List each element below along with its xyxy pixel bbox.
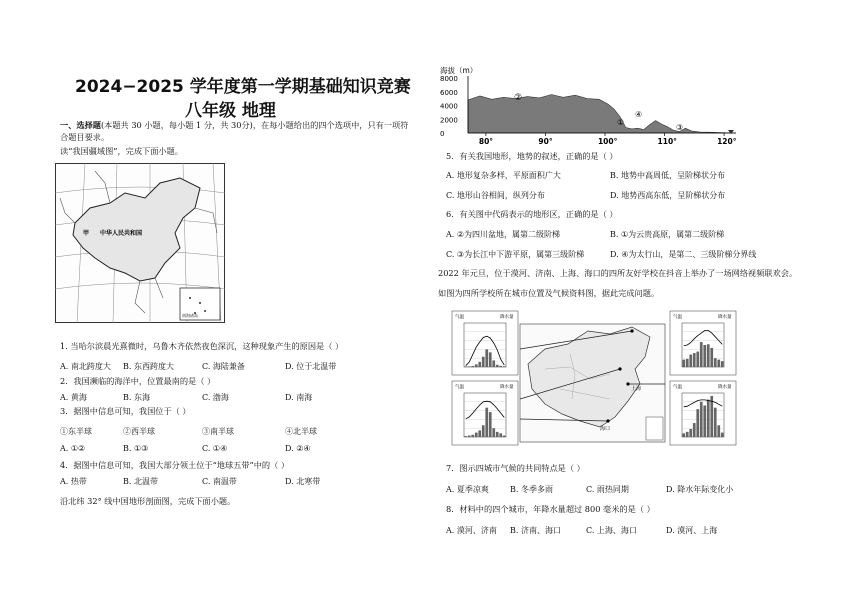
climate-figure <box>450 309 740 449</box>
profile-xtick-label: 80° <box>478 137 494 146</box>
climate-precip-bar <box>464 366 467 367</box>
q2-option-b[interactable]: B. 东海 <box>123 393 150 402</box>
map-label-south: 南海诸岛 <box>182 313 198 318</box>
climate-figure-svg <box>450 309 740 449</box>
climate-precip-bar <box>496 365 499 367</box>
profile-xtick-label: 110° <box>657 137 677 146</box>
profile-terrain-area <box>468 95 736 134</box>
q6-option-c[interactable]: C. ③为长江中下游平原，属第三级阶梯 <box>446 250 585 259</box>
profile-ytick-label: 4000 <box>440 102 458 111</box>
q8-option-b[interactable]: B. 济南、海口 <box>510 526 561 535</box>
china-territory-map <box>55 163 225 323</box>
climate-precip-bar <box>710 396 713 437</box>
city-dot-jinan <box>618 367 621 370</box>
profile-ytick-label: 8000 <box>440 75 458 83</box>
profile-svg <box>438 64 740 146</box>
q7-option-c[interactable]: C. 雨热同期 <box>586 485 629 494</box>
climate-precip-bar <box>503 436 506 437</box>
q7-option-a[interactable]: A. 夏季凉爽 <box>446 485 489 494</box>
q7-option-d[interactable]: D. 降水年际变化小 <box>666 485 734 494</box>
q8-option-a[interactable]: A. 漠河、济南 <box>446 526 497 535</box>
map-label-country: 中华人民共和国 <box>100 230 143 237</box>
climate-precip-bar <box>686 359 689 367</box>
q2-option-c[interactable]: C. 渤海 <box>202 393 229 402</box>
climate-precip-bar <box>475 433 478 437</box>
climate-axis-rain: 降水量 <box>500 315 514 320</box>
q8-option-c[interactable]: C. 上海、海口 <box>586 526 637 535</box>
climate-precip-bar <box>693 423 696 437</box>
profile-marker-4: ④ <box>635 110 643 119</box>
climate-chart-frame <box>452 311 518 375</box>
climate-precip-bar <box>689 355 692 367</box>
question-4: 4．据图中信息可知，我国大部分领土位于“地球五带”中的（ ） <box>60 460 290 470</box>
climate-chart-2 <box>670 381 736 445</box>
climate-precip-bar <box>478 430 481 437</box>
climate-precip-bar <box>696 352 699 367</box>
q1-option-c[interactable]: C. 海陆兼备 <box>202 362 245 371</box>
territory-map-graphic <box>55 163 225 323</box>
profile-xtick-label: 120° <box>717 137 737 146</box>
terrain-profile-chart <box>438 64 740 146</box>
q3-statement-2: ②西半球 <box>123 427 155 436</box>
climate-precip-bar <box>482 425 485 437</box>
profile-marker-3: ③ <box>676 123 684 132</box>
profile-xtick-label: 100° <box>597 137 618 146</box>
q3-option-b[interactable]: B. ①③ <box>123 444 149 453</box>
question-2: 2．我国濒临的海洋中，位置最南的是（ ） <box>60 376 216 386</box>
q6-option-a[interactable]: A. ②为四川盆地，属第二级阶梯 <box>446 230 561 239</box>
instructions-text: (本题共 30 小题，每小题 1 分，共 30分)，在每小题给出的四个选项中，只有一项符 <box>100 120 409 130</box>
climate-precip-bar <box>503 366 506 367</box>
climate-precip-bar <box>703 345 706 367</box>
q6-option-b[interactable]: B. ①为云贵高原，属第二级阶梯 <box>610 230 725 239</box>
profile-intro: 沿北纬 32° 线中国地形剖面图，完成下面小题。 <box>60 496 236 506</box>
q3-statement-3: ③南半球 <box>202 427 234 436</box>
climate-precip-bar <box>703 405 706 437</box>
profile-marker-1: ① <box>617 118 625 127</box>
climate-chart-frame <box>452 381 518 445</box>
question-5: 5．有关我国地形，地势的叙述，正确的是（ ） <box>446 151 618 161</box>
q2-option-d[interactable]: D. 南海 <box>285 393 313 402</box>
profile-ytick-label: 0 <box>440 130 445 138</box>
climate-chart-frame <box>670 381 736 445</box>
q5-option-d[interactable]: D. 地势西高东低，呈阶梯状分布 <box>610 191 726 200</box>
climate-precip-bar <box>693 353 696 367</box>
climate-axis-temp: 气温 <box>455 385 464 390</box>
climate-intro-2: 如图为四所学校所在城市位置及气候资料图，据此完成问题。 <box>438 288 660 298</box>
climate-precip-bar <box>475 364 478 367</box>
climate-chart-1 <box>452 381 518 445</box>
q8-option-d[interactable]: D. 漠河、上海 <box>666 526 718 535</box>
q5-option-a[interactable]: A. 地形复杂多样，平原面积广大 <box>446 171 561 180</box>
city-label-haikou: 海口 <box>600 426 611 432</box>
profile-xtick-label: 90° <box>538 137 553 146</box>
climate-precip-bar <box>471 366 474 367</box>
question-7: 7．图示四城市气候的共同特点是（ ） <box>446 463 585 473</box>
q4-option-b[interactable]: B. 北温带 <box>123 477 158 486</box>
q1-option-b[interactable]: B. 东西跨度大 <box>123 362 174 371</box>
climate-precip-bar <box>689 429 692 437</box>
climate-chart-frame <box>670 311 736 375</box>
climate-precip-bar <box>714 408 717 437</box>
climate-precip-bar <box>489 352 492 367</box>
climate-axis-rain: 降水量 <box>500 385 514 390</box>
climate-precip-bar <box>499 366 502 367</box>
city-label-shanghai: 上海 <box>631 386 642 392</box>
climate-precip-bar <box>682 433 685 437</box>
question-3: 3．据图中信息可知，我国位于（ ） <box>60 406 191 416</box>
question-8: 8．材料中的四个城市，年降水量超过 800 毫米的是（ ） <box>446 504 655 514</box>
q3-statement-4: ④北半球 <box>285 427 317 436</box>
q7-option-b[interactable]: B. 冬季多雨 <box>510 485 553 494</box>
climate-precip-bar <box>496 432 499 437</box>
q4-option-a[interactable]: A. 热带 <box>60 477 87 486</box>
climate-precip-bar <box>478 362 481 367</box>
city-dot-shanghai <box>626 382 629 385</box>
climate-precip-bar <box>492 428 495 437</box>
climate-precip-bar <box>499 433 502 437</box>
climate-precip-bar <box>714 358 717 367</box>
section-heading: 一、选择题 <box>60 120 101 130</box>
climate-precip-bar <box>468 366 471 367</box>
climate-precip-bar <box>707 344 710 367</box>
climate-axis-temp: 气温 <box>673 315 682 320</box>
city-dot-mohe <box>630 329 633 332</box>
climate-precip-bar <box>485 349 488 367</box>
q2-option-a[interactable]: A. 黄海 <box>60 393 87 402</box>
climate-precip-bar <box>682 360 685 367</box>
climate-axis-rain: 降水量 <box>718 385 732 390</box>
climate-precip-bar <box>721 361 724 367</box>
q3-option-c[interactable]: C. ①④ <box>202 444 228 453</box>
climate-precip-bar <box>482 357 485 367</box>
climate-axis-temp: 气温 <box>673 385 682 390</box>
climate-chart-0 <box>452 311 518 375</box>
climate-axis-rain: 降水量 <box>718 315 732 320</box>
climate-precip-bar <box>471 435 474 437</box>
question-1: 1. 当哈尔滨晨光熹微时，乌鲁木齐依然夜色深沉，这种现象产生的原因是（ ） <box>60 341 344 351</box>
climate-precip-bar <box>464 436 467 437</box>
question-6: 6．有关图中代码表示的地形区，正确的是（ ） <box>446 209 618 219</box>
section-instructions <box>60 119 408 131</box>
q3-option-d[interactable]: D. ②④ <box>285 444 311 453</box>
profile-ytick-label: 6000 <box>440 88 458 97</box>
profile-marker-2: ② <box>514 93 523 103</box>
climate-precip-bar <box>686 432 689 437</box>
climate-chart-3 <box>670 311 736 375</box>
q5-option-c[interactable]: C. 地形山谷相间，纵列分布 <box>446 191 545 200</box>
paper-title: 2024−2025 学年度第一学期基础知识竞赛 <box>75 77 411 97</box>
climate-precip-bar <box>696 409 699 437</box>
paper-subtitle: 八年级 地理 <box>185 101 276 121</box>
instructions-text-2: 合题目要求。 <box>60 132 110 142</box>
profile-ytick-label: 2000 <box>440 116 458 125</box>
map-label-a: 甲 <box>83 230 90 237</box>
q3-statement-1: ①东半球 <box>60 427 92 436</box>
climate-precip-bar <box>710 348 713 367</box>
q1-option-d[interactable]: D. 位于北温带 <box>285 362 337 371</box>
climate-precip-bar <box>700 402 703 437</box>
climate-axis-temp: 气温 <box>455 315 464 320</box>
city-dot-haikou <box>606 419 609 422</box>
climate-precip-bar <box>721 433 724 437</box>
climate-intro-1: 2022 年元旦，位于漠河、济南、上海、海口的四所友好学校在抖音上举办了一场网络视频联欢会。 <box>438 268 798 278</box>
climate-precip-bar <box>489 412 492 437</box>
q3-option-a[interactable]: A. ①② <box>60 444 86 453</box>
profile-ylabel: 海拔（m） <box>440 66 478 75</box>
map-intro: 读“我国疆域图”，完成下面小题。 <box>60 146 183 156</box>
q1-option-a[interactable]: A. 南北跨度大 <box>60 362 111 371</box>
climate-inset <box>646 417 663 440</box>
climate-precip-bar <box>468 436 471 437</box>
climate-precip-bar <box>485 408 488 437</box>
climate-precip-bar <box>707 400 710 437</box>
q5-option-b[interactable]: B. 地势中高周低，呈阶梯状分布 <box>610 171 725 180</box>
climate-precip-bar <box>492 360 495 367</box>
q4-option-d[interactable]: D. 北寒带 <box>285 477 321 486</box>
q4-option-c[interactable]: C. 南温带 <box>202 477 237 486</box>
climate-precip-bar <box>717 425 720 437</box>
climate-precip-bar <box>700 342 703 367</box>
q6-option-d[interactable]: D. ④为太行山，是第二、三级阶梯分界线 <box>610 250 757 259</box>
climate-precip-bar <box>717 360 720 367</box>
